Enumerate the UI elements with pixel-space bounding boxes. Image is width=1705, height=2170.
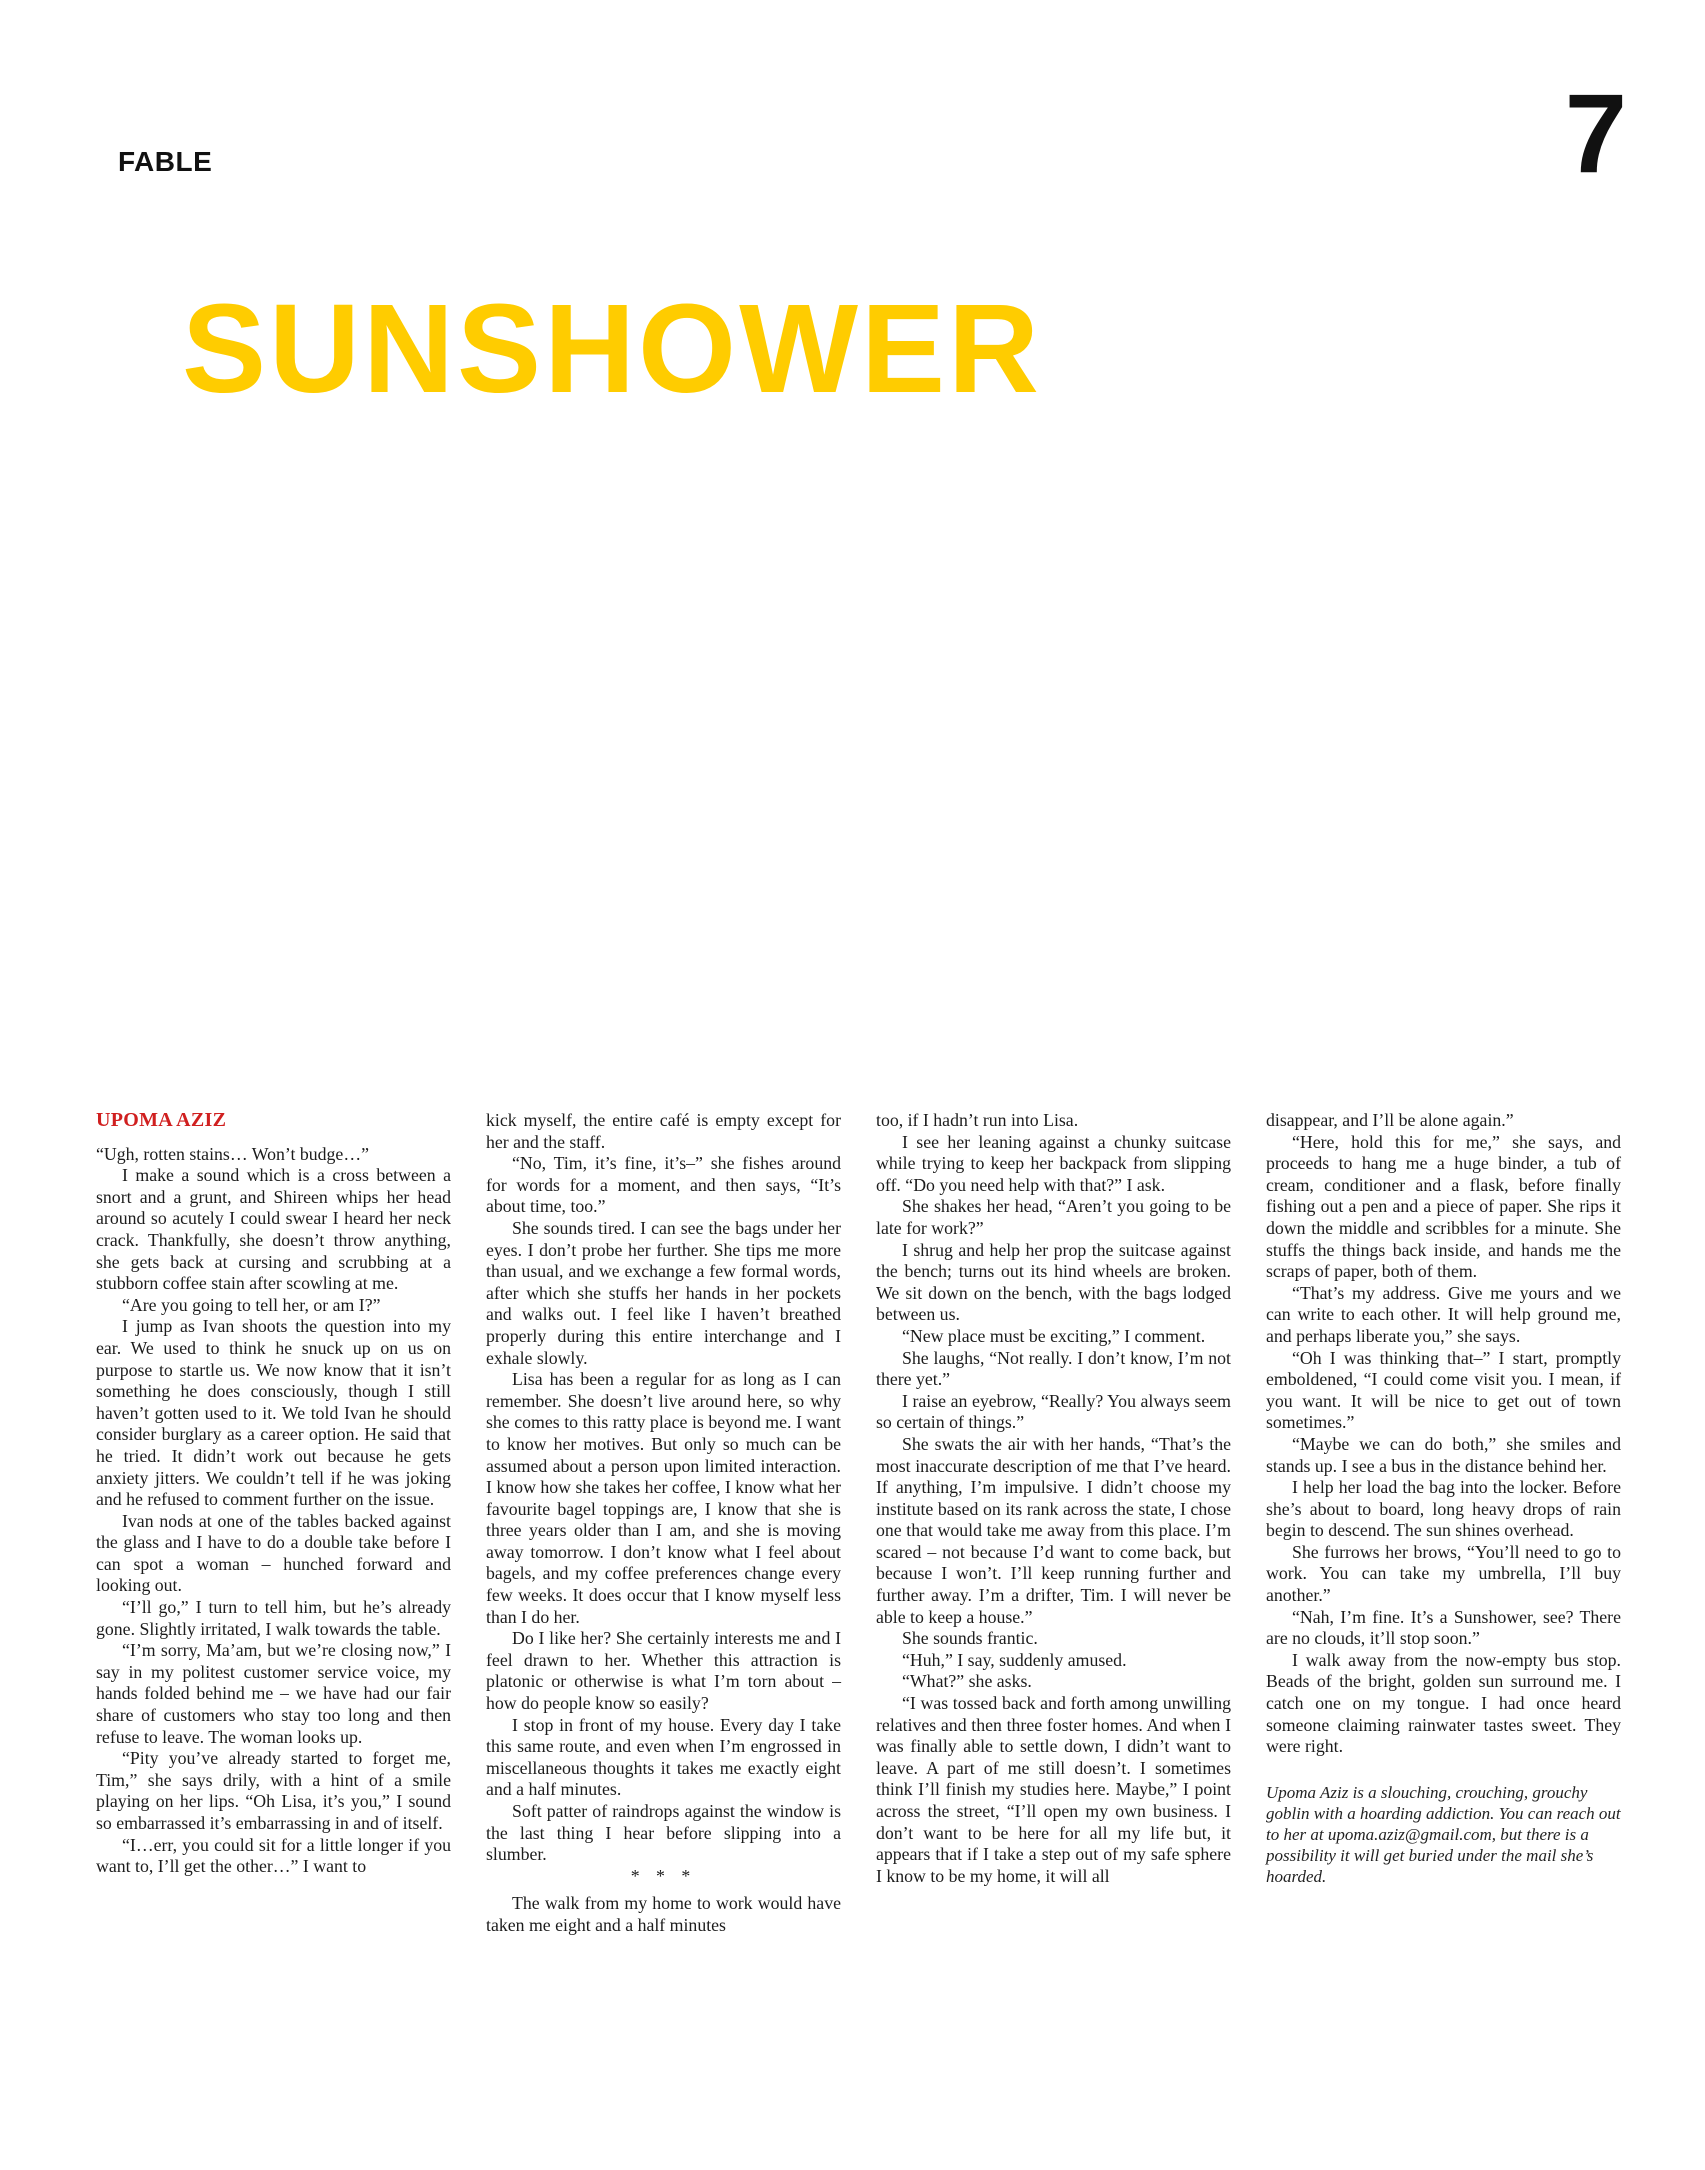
paragraph: “Ugh, rotten stains… Won’t budge…”: [96, 1143, 369, 1164]
paragraph: “Huh,” I say, suddenly amused.: [902, 1649, 1127, 1670]
text-column-2: [486, 1110, 841, 1937]
paragraph: She sounds frantic.: [902, 1628, 1038, 1649]
paragraph: I make a sound which is a cross between a snort and a grunt, and Shireen whips her head around so acutely I could swear I heard her neck crack. Thankfully, she doesn’t throw anything, she gets back at cursing and scrubbing at a stubborn coffee stain after scowling at me.: [96, 1165, 451, 1294]
paragraph: “No, Tim, it’s fine, it’s–” she fishes around for words for a moment, and then says, “It’s about time, too.”: [486, 1153, 841, 1217]
paragraph: The walk from my home to work would have taken me eight and a half minutes: [486, 1893, 841, 1935]
story-title: SUNSHOWER: [182, 278, 1043, 419]
author-byline: UPOMA AZIZ: [96, 1109, 227, 1131]
paragraph: I shrug and help her prop the suitcase against the bench; turns out its hind wheels are broken. We sit down on the bench, with the bags lodged between us.: [876, 1239, 1231, 1325]
paragraph: “Maybe we can do both,” she smiles and stands up. I see a bus in the distance behind her.: [1266, 1433, 1621, 1476]
paragraph: I stop in front of my house. Every day I take this same route, and even when I’m engrossed in miscellaneous thoughts it takes me exactly eight and a half minutes.: [486, 1714, 841, 1800]
paragraph: “I was tossed back and forth among unwilling relatives and then three foster homes. And when I was finally able to settle down, I didn’t want to leave. A part of me still doesn’t. I sometimes think I’ll finish my studies here. Maybe,” I point across the street, “I’ll open my own business. I don’t want to be here for all my life but, it appears that if I take a step out of my safe sphere I know to be my home, it will all: [876, 1693, 1231, 1886]
paragraph: She sounds tired. I can see the bags under her eyes. I don’t probe her further. She tips me more than usual, and we exchange a few formal words, after which she stuffs her hands in her pockets and walks out. I feel like I haven’t breathed properly during this entire interchange and I exhale slowly.: [486, 1217, 841, 1368]
text-column-3: [876, 1110, 1231, 1887]
page-number: 7: [1564, 71, 1627, 196]
paragraph: Ivan nods at one of the tables backed against the glass and I have to do a double take before I can spot a woman – hunched forward and looking out.: [96, 1510, 451, 1596]
paragraph: I jump as Ivan shoots the question into my ear. We used to think he snuck up on us on purpose to startle us. We now know that it isn’t something he does consciously, though I still haven’t gotten used to it. We told Ivan he should consider burglary as a career option. He said that he tried. It didn’t work out because he gets anxiety jitters. We couldn’t tell if he was joking and he refused to comment further on the issue.: [96, 1316, 451, 1510]
paragraph: “I’m sorry, Ma’am, but we’re closing now,” I say in my politest customer service voice, my hands folded behind me – we have had our fair share of customers who stay too long and then refuse to leave. The woman looks up.: [96, 1640, 451, 1747]
paragraph: I help her load the bag into the locker. Before she’s about to board, long heavy drops of rain begin to descend. The sun shines overhead.: [1266, 1477, 1621, 1541]
paragraph: I raise an eyebrow, “Really? You always seem so certain of things.”: [876, 1390, 1231, 1433]
paragraph: “I’ll go,” I turn to tell him, but he’s already gone. Slightly irritated, I walk towards the table.: [96, 1597, 451, 1639]
paragraph: Do I like her? She certainly interests me and I feel drawn to her. Whether this attraction is platonic or otherwise is what I’m torn about – how do people know so easily?: [486, 1628, 841, 1714]
paragraph: Soft patter of raindrops against the window is the last thing I hear before slipping into a slumber.: [486, 1801, 841, 1865]
text-column-1: [96, 1110, 451, 1878]
paragraph: “Nah, I’m fine. It’s a Sunshower, see? There are no clouds, it’ll stop soon.”: [1266, 1606, 1621, 1649]
paragraph: “That’s my address. Give me yours and we can write to each other. It will help ground me, and perhaps liberate you,” she says.: [1266, 1282, 1621, 1346]
paragraph: Lisa has been a regular for as long as I can remember. She doesn’t live around here, so why she comes to this ratty place is beyond me. I want to know her motives. But only so much can be assumed about a person upon limited interaction. I know how she takes her coffee, I know what her favourite bagel toppings are, I know that she is three years older than I am, and she is moving away tomorrow. I don’t know what I feel about bagels, and my coffee preferences change every few weeks. It does occur that I know myself less than I do her.: [486, 1369, 841, 1627]
paragraph: “New place must be exciting,” I comment.: [902, 1325, 1206, 1346]
paragraph: She laughs, “Not really. I don’t know, I’m not there yet.”: [876, 1347, 1231, 1390]
paragraph: I walk away from the now-empty bus stop. Beads of the bright, golden sun surround me. I catch one on my tongue. I had once heard someone claiming rainwater tastes sweet. They were right.: [1266, 1649, 1621, 1757]
text-column-4: [1266, 1110, 1621, 1887]
paragraph: “Oh I was thinking that–” I start, promptly emboldened, “I could come visit you. I mean, if you want. It will be nice to get out of town sometimes.”: [1266, 1347, 1621, 1433]
paragraph: disappear, and I’ll be alone again.”: [1266, 1110, 1514, 1130]
paragraph: She swats the air with her hands, “That’s the most inaccurate description of me that I’ve heard. If anything, I’m impulsive. I didn’t choose my institute based on its rank across the state, I chose one that would take me away from this place. I’m scared – not because I’d want to come back, but because I won’t. I’ll keep running further and further away. I’m a drifter, Tim. I will never be able to keep a house.”: [876, 1433, 1231, 1627]
author-bio: Upoma Aziz is a slouching, crouching, grouchy goblin with a hoarding addiction. You can reach out to her at upoma.aziz@gmail.com, but there is a possibility it will get buried under the mail she’s hoarded.: [1266, 1782, 1621, 1886]
paragraph: She shakes her head, “Aren’t you going to be late for work?”: [876, 1196, 1231, 1238]
paragraph: “Pity you’ve already started to forget me, Tim,” she says drily, with a hint of a smile playing on her lips. “Oh Lisa, it’s you,” I sound so embarrassed it’s embarrassing in and of itself.: [96, 1748, 451, 1833]
paragraph: “Are you going to tell her, or am I?”: [122, 1294, 381, 1315]
section-label: FABLE: [118, 146, 213, 177]
paragraph: I see her leaning against a chunky suitcase while trying to keep her backpack from slipping off. “Do you need help with that?” I ask.: [876, 1131, 1231, 1195]
paragraph: “Here, hold this for me,” she says, and proceeds to hang me a huge binder, a tub of cream, conditioner and a flask, before finally fishing out a pen and a piece of paper. She rips it down the middle and scribbles for a minute. She stuffs the things back inside, and hands me the scraps of paper, both of them.: [1266, 1131, 1621, 1282]
paragraph: “I…err, you could sit for a little longer if you want to, I’ll get the other…” I want to: [96, 1834, 451, 1877]
section-break: * * *: [630, 1865, 697, 1886]
paragraph: kick myself, the entire café is empty except for her and the staff.: [486, 1110, 841, 1152]
paragraph: “What?” she asks.: [902, 1671, 1032, 1692]
paragraph: She furrows her brows, “You’ll need to go to work. You can take my umbrella, I’ll buy another.”: [1266, 1541, 1621, 1606]
paragraph: too, if I hadn’t run into Lisa.: [876, 1110, 1079, 1130]
